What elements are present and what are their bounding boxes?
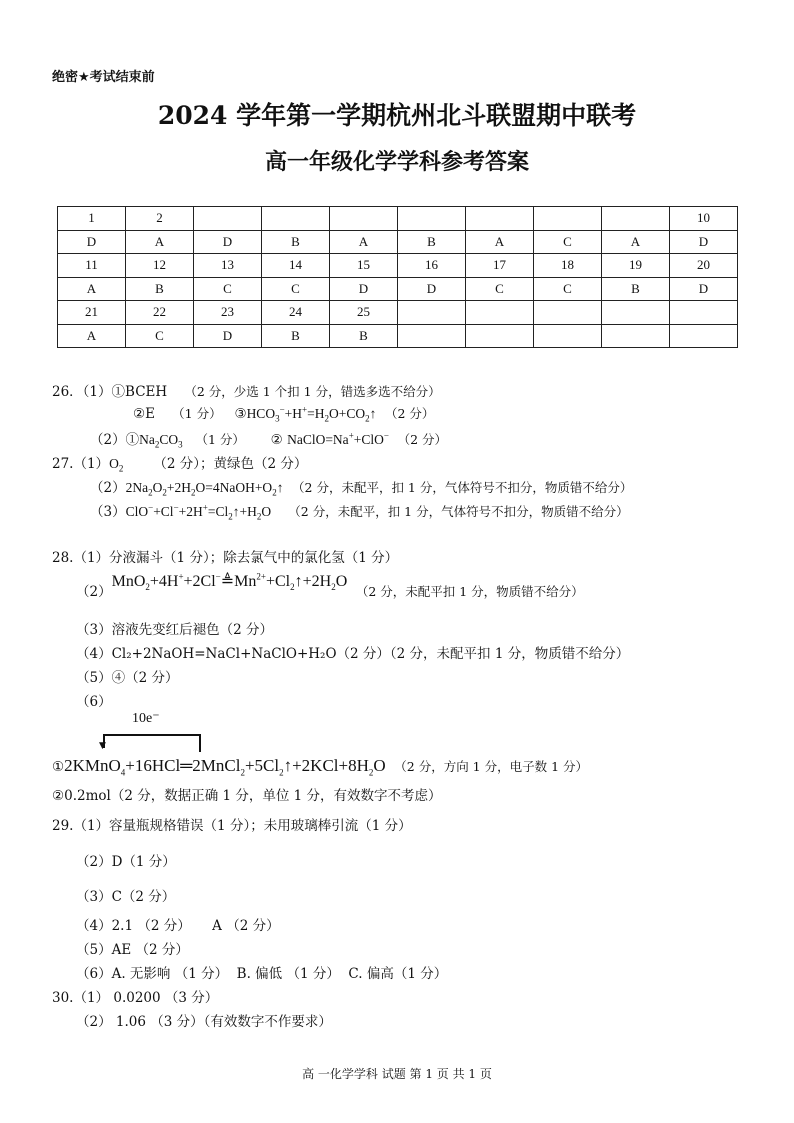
table-cell: 16 [398, 254, 466, 278]
q26-line2: ②E （1 分） $③HCO_3^-+H^+=H_2O+CO_2↑$ （2 分） [133, 404, 435, 424]
q28-kmno4-equation: $2KMnO_4+16HCl═2MnCl_2+5Cl_2↑+2KCl+8H_2O$ [64, 756, 386, 778]
table-cell: D [58, 230, 126, 254]
table-cell: C [262, 277, 330, 301]
q29-line3: （3）C（2 分） [76, 889, 176, 905]
table-cell: 23 [194, 301, 262, 325]
q28-line2: $(2)MnO_2+4H^++2Cl^-≜Mn^{2+}+Cl_2↑+2H_2O$ （2 分，未配平扣 1 分，物质错不给分） [76, 571, 584, 600]
table-cell [670, 301, 738, 325]
q29-line5: （5）AE （2 分） [76, 942, 189, 958]
q30-line2: （2） 1.06 （3 分）（有效数字不作要求） [76, 1014, 332, 1030]
table-row [58, 301, 738, 325]
table-cell: 13 [194, 254, 262, 278]
q29-line1: 29.（1）容量瓶规格错误（1 分）；未用玻璃棒引流（1 分） [52, 818, 412, 834]
answer-table [57, 206, 738, 348]
table-cell: B [262, 230, 330, 254]
table-cell: 21 [58, 301, 126, 325]
confidential-label: 绝密★考试结束前 [52, 70, 155, 85]
q30-line1: 30.（1） 0.0200 （3 分） [52, 990, 219, 1006]
table-cell: 1 [58, 207, 126, 231]
q28-line4: （4）Cl₂+2NaOH=NaCl+NaClO+H₂O（2 分）（2 分，未配平扣 1 分，物质错不给分） [76, 646, 630, 662]
table-cell: A [602, 230, 670, 254]
q29-line2: （2）D（1 分） [76, 854, 176, 870]
table-row [58, 230, 738, 254]
table-cell [534, 207, 602, 231]
table-row [58, 254, 738, 278]
table-cell [398, 324, 466, 348]
q28-line3: （3）溶液先变红后褪色（2 分） [76, 622, 273, 638]
q27-chlorine-equation: $ClO^-+Cl^-+2H^+=Cl_2↑+H_2O$ [125, 502, 272, 522]
table-cell: C [126, 324, 194, 348]
table-cell: D [194, 324, 262, 348]
page-subtitle: 高一年级化学学科参考答案 [264, 149, 529, 175]
q28-line1: 28.（1）分液漏斗（1 分）；除去氯气中的氯化氢（1 分） [52, 550, 399, 566]
table-cell [602, 324, 670, 348]
table-cell: B [262, 324, 330, 348]
table-cell [330, 207, 398, 231]
q28-line5: （5）④（2 分） [76, 670, 179, 686]
page-footer: 高 一化学学科 试题 第 1 页 共 1 页 [302, 1067, 492, 1081]
table-cell [194, 207, 262, 231]
table-cell [466, 301, 534, 325]
table-cell: 19 [602, 254, 670, 278]
table-cell [262, 207, 330, 231]
table-cell: 2 [126, 207, 194, 231]
table-cell: 17 [466, 254, 534, 278]
table-cell: A [58, 324, 126, 348]
table-cell: 22 [126, 301, 194, 325]
table-cell: B [602, 277, 670, 301]
table-cell: A [330, 230, 398, 254]
q29-line4: （4）2.1 （2 分） A （2 分） [76, 918, 280, 934]
q28-line7: $①2KMnO_4+16HCl═2MnCl_2+5Cl_2↑+2KCl+8H_2O$ （2 分，方向 1 分，电子数 1 分） [52, 756, 588, 778]
table-cell: A [58, 277, 126, 301]
table-row [58, 207, 738, 231]
table-cell [534, 301, 602, 325]
table-cell: D [398, 277, 466, 301]
table-cell: 25 [330, 301, 398, 325]
table-cell: B [330, 324, 398, 348]
table-cell: D [194, 230, 262, 254]
table-cell: C [534, 277, 602, 301]
q29-line6: （6）A. 无影响 （1 分） B. 偏低 （1 分） C. 偏高（1 分） [76, 966, 448, 982]
q27-line3: $(3)ClO^-+Cl^-+2H^+=Cl_2↑+H_2O$ （2 分，未配平，扣 1 分，气体符号不扣分，物质错不给分） [90, 502, 629, 522]
q26-bicarbonate-equation: $HCO_3^-+H^+=H_2O+CO_2↑$ [246, 404, 377, 424]
table-cell: A [126, 230, 194, 254]
table-cell [398, 207, 466, 231]
q28-line8: ②0.2mol（2 分，数据正确 1 分，单位 1 分，有效数字不考虑） [52, 788, 442, 804]
table-cell: C [534, 230, 602, 254]
table-cell: B [398, 230, 466, 254]
table-cell: 12 [126, 254, 194, 278]
table-cell: 15 [330, 254, 398, 278]
table-cell: 24 [262, 301, 330, 325]
q28-line6: （6） [76, 694, 112, 710]
table-cell: C [194, 277, 262, 301]
table-cell [534, 324, 602, 348]
q26-line3: $(2)①Na_2CO_3$ （1 分） ② NaClO=Na++ClO− （2 分） [90, 430, 447, 450]
table-cell: 11 [58, 254, 126, 278]
table-cell: A [466, 230, 534, 254]
table-cell: 20 [670, 254, 738, 278]
q26-line1: 26．（1）①BCEH （2 分，少选 1 个扣 1 分，错选多选不给分） [52, 384, 441, 400]
table-cell [602, 301, 670, 325]
q28-mno2-equation: $MnO_2+4H^++2Cl^-≜Mn^{2+}+Cl_2↑+2H_2O$ [111, 571, 348, 593]
table-cell: 18 [534, 254, 602, 278]
q27-line1: $27.(1)O_2$ （2 分）；黄绿色（2 分） [52, 456, 308, 474]
table-cell: D [670, 230, 738, 254]
table-cell: 10 [670, 207, 738, 231]
table-cell [602, 207, 670, 231]
table-row [58, 324, 738, 348]
table-cell: D [670, 277, 738, 301]
electron-arrow-head-icon: ▼ [99, 741, 106, 751]
table-cell: 14 [262, 254, 330, 278]
table-cell: D [330, 277, 398, 301]
page-title: 2024 学年第一学期杭州北斗联盟期中联考 [157, 101, 637, 130]
q27-peroxide-equation: $2Na_2O_2+2H_2O=4NaOH+O_2↑$ [125, 480, 284, 498]
electron-bracket-top [103, 734, 200, 736]
electron-count-label: 10e⁻ [132, 711, 160, 726]
table-cell [466, 324, 534, 348]
q27-line2: $(2)2Na_2O_2+2H_2O=4NaOH+O_2↑$ （2 分，未配平，扣 1 分，气体符号不扣分，物质错不给分） [90, 480, 633, 498]
table-cell: C [466, 277, 534, 301]
electron-bracket-right [199, 734, 201, 752]
table-row [58, 277, 738, 301]
q26-naclo-equation: NaClO=Na++ClO− [287, 430, 389, 447]
table-cell [466, 207, 534, 231]
table-cell: B [126, 277, 194, 301]
table-cell [398, 301, 466, 325]
table-cell [670, 324, 738, 348]
